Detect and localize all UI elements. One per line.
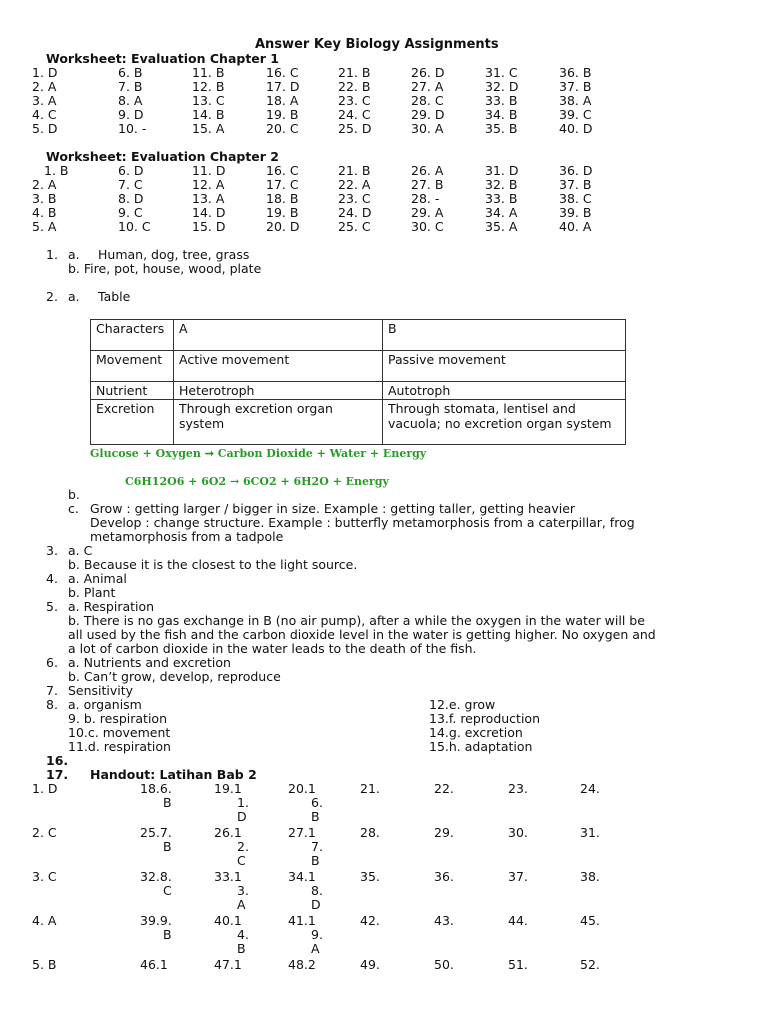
answer-cell: 8. A	[118, 93, 143, 108]
q7-answer: Sensitivity	[68, 683, 134, 698]
table-row	[91, 351, 626, 382]
handout-stacked-cell: 19.1	[214, 781, 242, 796]
answer-cell: 37. B	[559, 177, 592, 192]
handout-heading: Handout: Latihan Bab 2	[90, 767, 257, 782]
answer-cell: 36. D	[559, 163, 593, 178]
answer-cell: 18. A	[266, 93, 299, 108]
answer-cell: 23. C	[338, 93, 371, 108]
q3a-answer: a. C	[68, 543, 93, 558]
answer-cell: 6. B	[118, 65, 143, 80]
q6a-answer: a. Nutrients and excretion	[68, 655, 231, 670]
answer-cell: 40. D	[559, 121, 593, 136]
table-cell	[174, 400, 383, 445]
handout-stacked-cell: B	[163, 795, 172, 810]
answer-cell: 24. C	[338, 107, 371, 122]
q2a-letter: a.	[68, 289, 80, 304]
handout-number: 51.	[508, 957, 528, 972]
answer-cell: 30. A	[411, 121, 444, 136]
q5-number: 5.	[46, 599, 58, 614]
handout-answer: 4. A	[32, 913, 57, 928]
handout-number: 21.	[360, 781, 380, 796]
cell-text: Active movement	[179, 352, 290, 367]
photosynthesis-chemical-equation: C6H12O6 + 6O2 → 6CO2 + 6H2O + Energy	[125, 475, 389, 488]
answer-cell: 39. C	[559, 107, 592, 122]
q5b-line2: all used by the fish and the carbon dioxide level in the water is getting higher. No oxygen and	[68, 627, 656, 642]
answer-cell: 33. B	[485, 93, 518, 108]
handout-stacked-cell: B	[311, 809, 320, 824]
cell-text: Excretion	[96, 401, 155, 416]
handout-number: 52.	[580, 957, 600, 972]
answer-cell: 15. A	[192, 121, 225, 136]
handout-stacked-cell: 25.7.	[140, 825, 172, 840]
answer-cell: 12. B	[192, 79, 225, 94]
handout-number: 30.	[508, 825, 528, 840]
answer-cell: 20. C	[266, 121, 299, 136]
handout-stacked-cell: B	[163, 839, 172, 854]
answer-cell: 38. C	[559, 191, 592, 206]
cell-text: Nutrient	[96, 383, 148, 398]
answer-cell: 32. B	[485, 177, 518, 192]
answer-cell: 5. A	[32, 219, 57, 234]
handout-stacked-cell: 20.1	[288, 781, 316, 796]
handout-number: 44.	[508, 913, 528, 928]
q2c-letter: c.	[68, 501, 79, 516]
answer-cell: 22. A	[338, 177, 371, 192]
handout-stacked-cell: 48.2	[288, 957, 316, 972]
answer-cell: 21. B	[338, 65, 371, 80]
q1b-answer: b. Fire, pot, house, wood, plate	[68, 261, 262, 276]
answer-cell: 18. B	[266, 191, 299, 206]
handout-stacked-cell: B	[237, 941, 246, 956]
cell-text: Through excretion organ system	[179, 401, 333, 431]
table-cell	[91, 400, 174, 445]
answer-cell: 39. B	[559, 205, 592, 220]
answer-cell: 1. B	[44, 163, 69, 178]
answer-cell: 27. A	[411, 79, 444, 94]
answer-cell: 9. D	[118, 107, 144, 122]
handout-stacked-cell: D	[311, 897, 321, 912]
answer-cell: 22. B	[338, 79, 371, 94]
answer-cell: 28. -	[411, 191, 440, 206]
answer-cell: 29. A	[411, 205, 444, 220]
handout-number: 42.	[360, 913, 380, 928]
cell-text: Autotroph	[388, 383, 451, 398]
q6-number: 6.	[46, 655, 58, 670]
answer-cell: 38. A	[559, 93, 592, 108]
answer-cell: 9. C	[118, 205, 143, 220]
table-row	[91, 382, 626, 400]
handout-stacked-cell: C	[163, 883, 172, 898]
handout-answer: 1. D	[32, 781, 58, 796]
answer-cell: 33. B	[485, 191, 518, 206]
handout-stacked-cell: B	[163, 927, 172, 942]
handout-number: 31.	[580, 825, 600, 840]
answer-cell: 4. B	[32, 205, 57, 220]
answer-cell: 8. D	[118, 191, 144, 206]
q6b-answer: b. Can’t grow, develop, reproduce	[68, 669, 281, 684]
page-title: Answer Key Biology Assignments	[255, 37, 499, 52]
answer-cell: 20. D	[266, 219, 300, 234]
answer-cell: 4. C	[32, 107, 57, 122]
answer-cell: 14. D	[192, 205, 226, 220]
handout-stacked-cell: 41.1	[288, 913, 316, 928]
q8-left-item: 9. b. respiration	[68, 711, 167, 726]
answer-cell: 16. C	[266, 65, 299, 80]
answer-cell: 2. A	[32, 177, 57, 192]
cell-text: B	[388, 321, 397, 336]
q8-left-item: 11.d. respiration	[68, 739, 171, 754]
table-cell	[91, 320, 174, 351]
q8-left-item: a. organism	[68, 697, 142, 712]
handout-stacked-cell: 26.1	[214, 825, 242, 840]
table-cell	[174, 382, 383, 400]
q8-number: 8.	[46, 697, 58, 712]
answer-cell: 17. C	[266, 177, 299, 192]
q2c-line3: metamorphosis from a tadpole	[90, 529, 284, 544]
table-cell	[383, 320, 626, 351]
handout-stacked-cell: 9.	[311, 927, 323, 942]
answer-cell: 16. C	[266, 163, 299, 178]
q3b-answer: b. Because it is the closest to the light source.	[68, 557, 358, 572]
answer-cell: 25. C	[338, 219, 371, 234]
answer-cell: 23. C	[338, 191, 371, 206]
handout-number: 35.	[360, 869, 380, 884]
answer-cell: 35. B	[485, 121, 518, 136]
q8-right-item: 13.f. reproduction	[429, 711, 540, 726]
handout-answer: 5. B	[32, 957, 57, 972]
q1-number: 1.	[46, 247, 58, 262]
handout-stacked-cell: 3.	[237, 883, 249, 898]
answer-cell: 32. D	[485, 79, 519, 94]
q5a-answer: a. Respiration	[68, 599, 155, 614]
q1a-letter: a.	[68, 247, 80, 262]
answer-cell: 24. D	[338, 205, 372, 220]
q5b-line3: a lot of carbon dioxide in the water leads to the death of the fish.	[68, 641, 477, 656]
q3-number: 3.	[46, 543, 58, 558]
answer-cell: 19. B	[266, 107, 299, 122]
q2b-letter: b.	[68, 487, 80, 502]
handout-number: 43.	[434, 913, 454, 928]
ws1-heading: Worksheet: Evaluation Chapter 1	[46, 51, 279, 66]
answer-cell: 21. B	[338, 163, 371, 178]
handout-number: 24.	[580, 781, 600, 796]
handout-number: 28.	[360, 825, 380, 840]
handout-stacked-cell: D	[237, 809, 247, 824]
answer-cell: 10. -	[118, 121, 147, 136]
answer-cell: 34. A	[485, 205, 518, 220]
comparison-table	[90, 319, 626, 445]
answer-cell: 1. D	[32, 65, 58, 80]
q4-number: 4.	[46, 571, 58, 586]
q8-left-item: 10.c. movement	[68, 725, 171, 740]
answer-cell: 7. B	[118, 79, 143, 94]
table-row	[91, 320, 626, 351]
handout-stacked-cell: 4.	[237, 927, 249, 942]
q1a-answer: Human, dog, tree, grass	[98, 247, 250, 262]
table-cell	[383, 382, 626, 400]
cell-text: A	[179, 321, 188, 336]
q8-right-item: 14.g. excretion	[429, 725, 523, 740]
cell-text: Heterotroph	[179, 383, 255, 398]
answer-cell: 7. C	[118, 177, 143, 192]
handout-number: 29.	[434, 825, 454, 840]
table-cell	[174, 351, 383, 382]
answer-cell: 29. D	[411, 107, 445, 122]
q5b-line1: b. There is no gas exchange in B (no air pump), after a while the oxygen in the water will be	[68, 613, 645, 628]
handout-stacked-cell: 34.1	[288, 869, 316, 884]
q16-number: 16.	[46, 753, 69, 768]
answer-cell: 11. D	[192, 163, 226, 178]
q17-number: 17.	[46, 767, 69, 782]
handout-stacked-cell: 6.	[311, 795, 323, 810]
q8-right-item: 12.e. grow	[429, 697, 496, 712]
handout-number: 50.	[434, 957, 454, 972]
answer-cell: 36. B	[559, 65, 592, 80]
answer-cell: 14. B	[192, 107, 225, 122]
handout-stacked-cell: 18.6.	[140, 781, 172, 796]
answer-cell: 34. B	[485, 107, 518, 122]
handout-stacked-cell: 8.	[311, 883, 323, 898]
q2a-answer: Table	[98, 289, 131, 304]
handout-stacked-cell: 27.1	[288, 825, 316, 840]
photosynthesis-word-equation: Glucose + Oxygen ➞ Carbon Dioxide + Water + Energy	[90, 447, 427, 460]
handout-stacked-cell: 33.1	[214, 869, 242, 884]
handout-stacked-cell: 39.9.	[140, 913, 172, 928]
cell-text: Passive movement	[388, 352, 506, 367]
table-cell	[383, 351, 626, 382]
q2-number: 2.	[46, 289, 58, 304]
table-cell	[91, 351, 174, 382]
answer-cell: 13. A	[192, 191, 225, 206]
handout-stacked-cell: 7.	[311, 839, 323, 854]
answer-cell: 31. C	[485, 65, 518, 80]
handout-stacked-cell: A	[311, 941, 320, 956]
q2c-line1: Grow : getting larger / bigger in size. Example : getting taller, getting heavier	[90, 501, 576, 516]
answer-cell: 37. B	[559, 79, 592, 94]
answer-cell: 25. D	[338, 121, 372, 136]
answer-cell: 3. B	[32, 191, 57, 206]
q4b-answer: b. Plant	[68, 585, 116, 600]
answer-cell: 28. C	[411, 93, 444, 108]
answer-cell: 3. A	[32, 93, 57, 108]
answer-cell: 35. A	[485, 219, 518, 234]
answer-cell: 2. A	[32, 79, 57, 94]
answer-cell: 30. C	[411, 219, 444, 234]
q2c-line2: Develop : change structure. Example : butterfly metamorphosis from a caterpillar, frog	[90, 515, 635, 530]
answer-cell: 40. A	[559, 219, 592, 234]
handout-stacked-cell: 1.	[237, 795, 249, 810]
answer-cell: 13. C	[192, 93, 225, 108]
handout-answer: 2. C	[32, 825, 57, 840]
handout-stacked-cell: 2.	[237, 839, 249, 854]
handout-number: 22.	[434, 781, 454, 796]
answer-cell: 11. B	[192, 65, 225, 80]
handout-stacked-cell: 32.8.	[140, 869, 172, 884]
answer-cell: 17. D	[266, 79, 300, 94]
q7-number: 7.	[46, 683, 58, 698]
answer-cell: 5. D	[32, 121, 58, 136]
q4a-answer: a. Animal	[68, 571, 127, 586]
answer-cell: 6. D	[118, 163, 144, 178]
handout-number: 38.	[580, 869, 600, 884]
answer-cell: 26. D	[411, 65, 445, 80]
handout-number: 45.	[580, 913, 600, 928]
answer-cell: 31. D	[485, 163, 519, 178]
table-cell	[174, 320, 383, 351]
handout-number: 23.	[508, 781, 528, 796]
handout-stacked-cell: C	[237, 853, 246, 868]
handout-stacked-cell: 46.1	[140, 957, 168, 972]
answer-cell: 26. A	[411, 163, 444, 178]
handout-answer: 3. C	[32, 869, 57, 884]
table-cell	[91, 382, 174, 400]
table-cell	[383, 400, 626, 445]
handout-number: 36.	[434, 869, 454, 884]
handout-number: 49.	[360, 957, 380, 972]
handout-stacked-cell: B	[311, 853, 320, 868]
answer-cell: 27. B	[411, 177, 444, 192]
handout-stacked-cell: 47.1	[214, 957, 242, 972]
cell-text: Through stomata, lentisel and vacuola; no excretion organ system	[388, 401, 612, 431]
q8-right-item: 15.h. adaptation	[429, 739, 533, 754]
cell-text: Characters	[96, 321, 165, 336]
answer-cell: 15. D	[192, 219, 226, 234]
answer-cell: 19. B	[266, 205, 299, 220]
handout-number: 37.	[508, 869, 528, 884]
answer-cell: 10. C	[118, 219, 151, 234]
answer-cell: 12. A	[192, 177, 225, 192]
ws2-heading: Worksheet: Evaluation Chapter 2	[46, 149, 279, 164]
handout-stacked-cell: A	[237, 897, 246, 912]
cell-text: Movement	[96, 352, 163, 367]
table-row	[91, 400, 626, 445]
handout-stacked-cell: 40.1	[214, 913, 242, 928]
